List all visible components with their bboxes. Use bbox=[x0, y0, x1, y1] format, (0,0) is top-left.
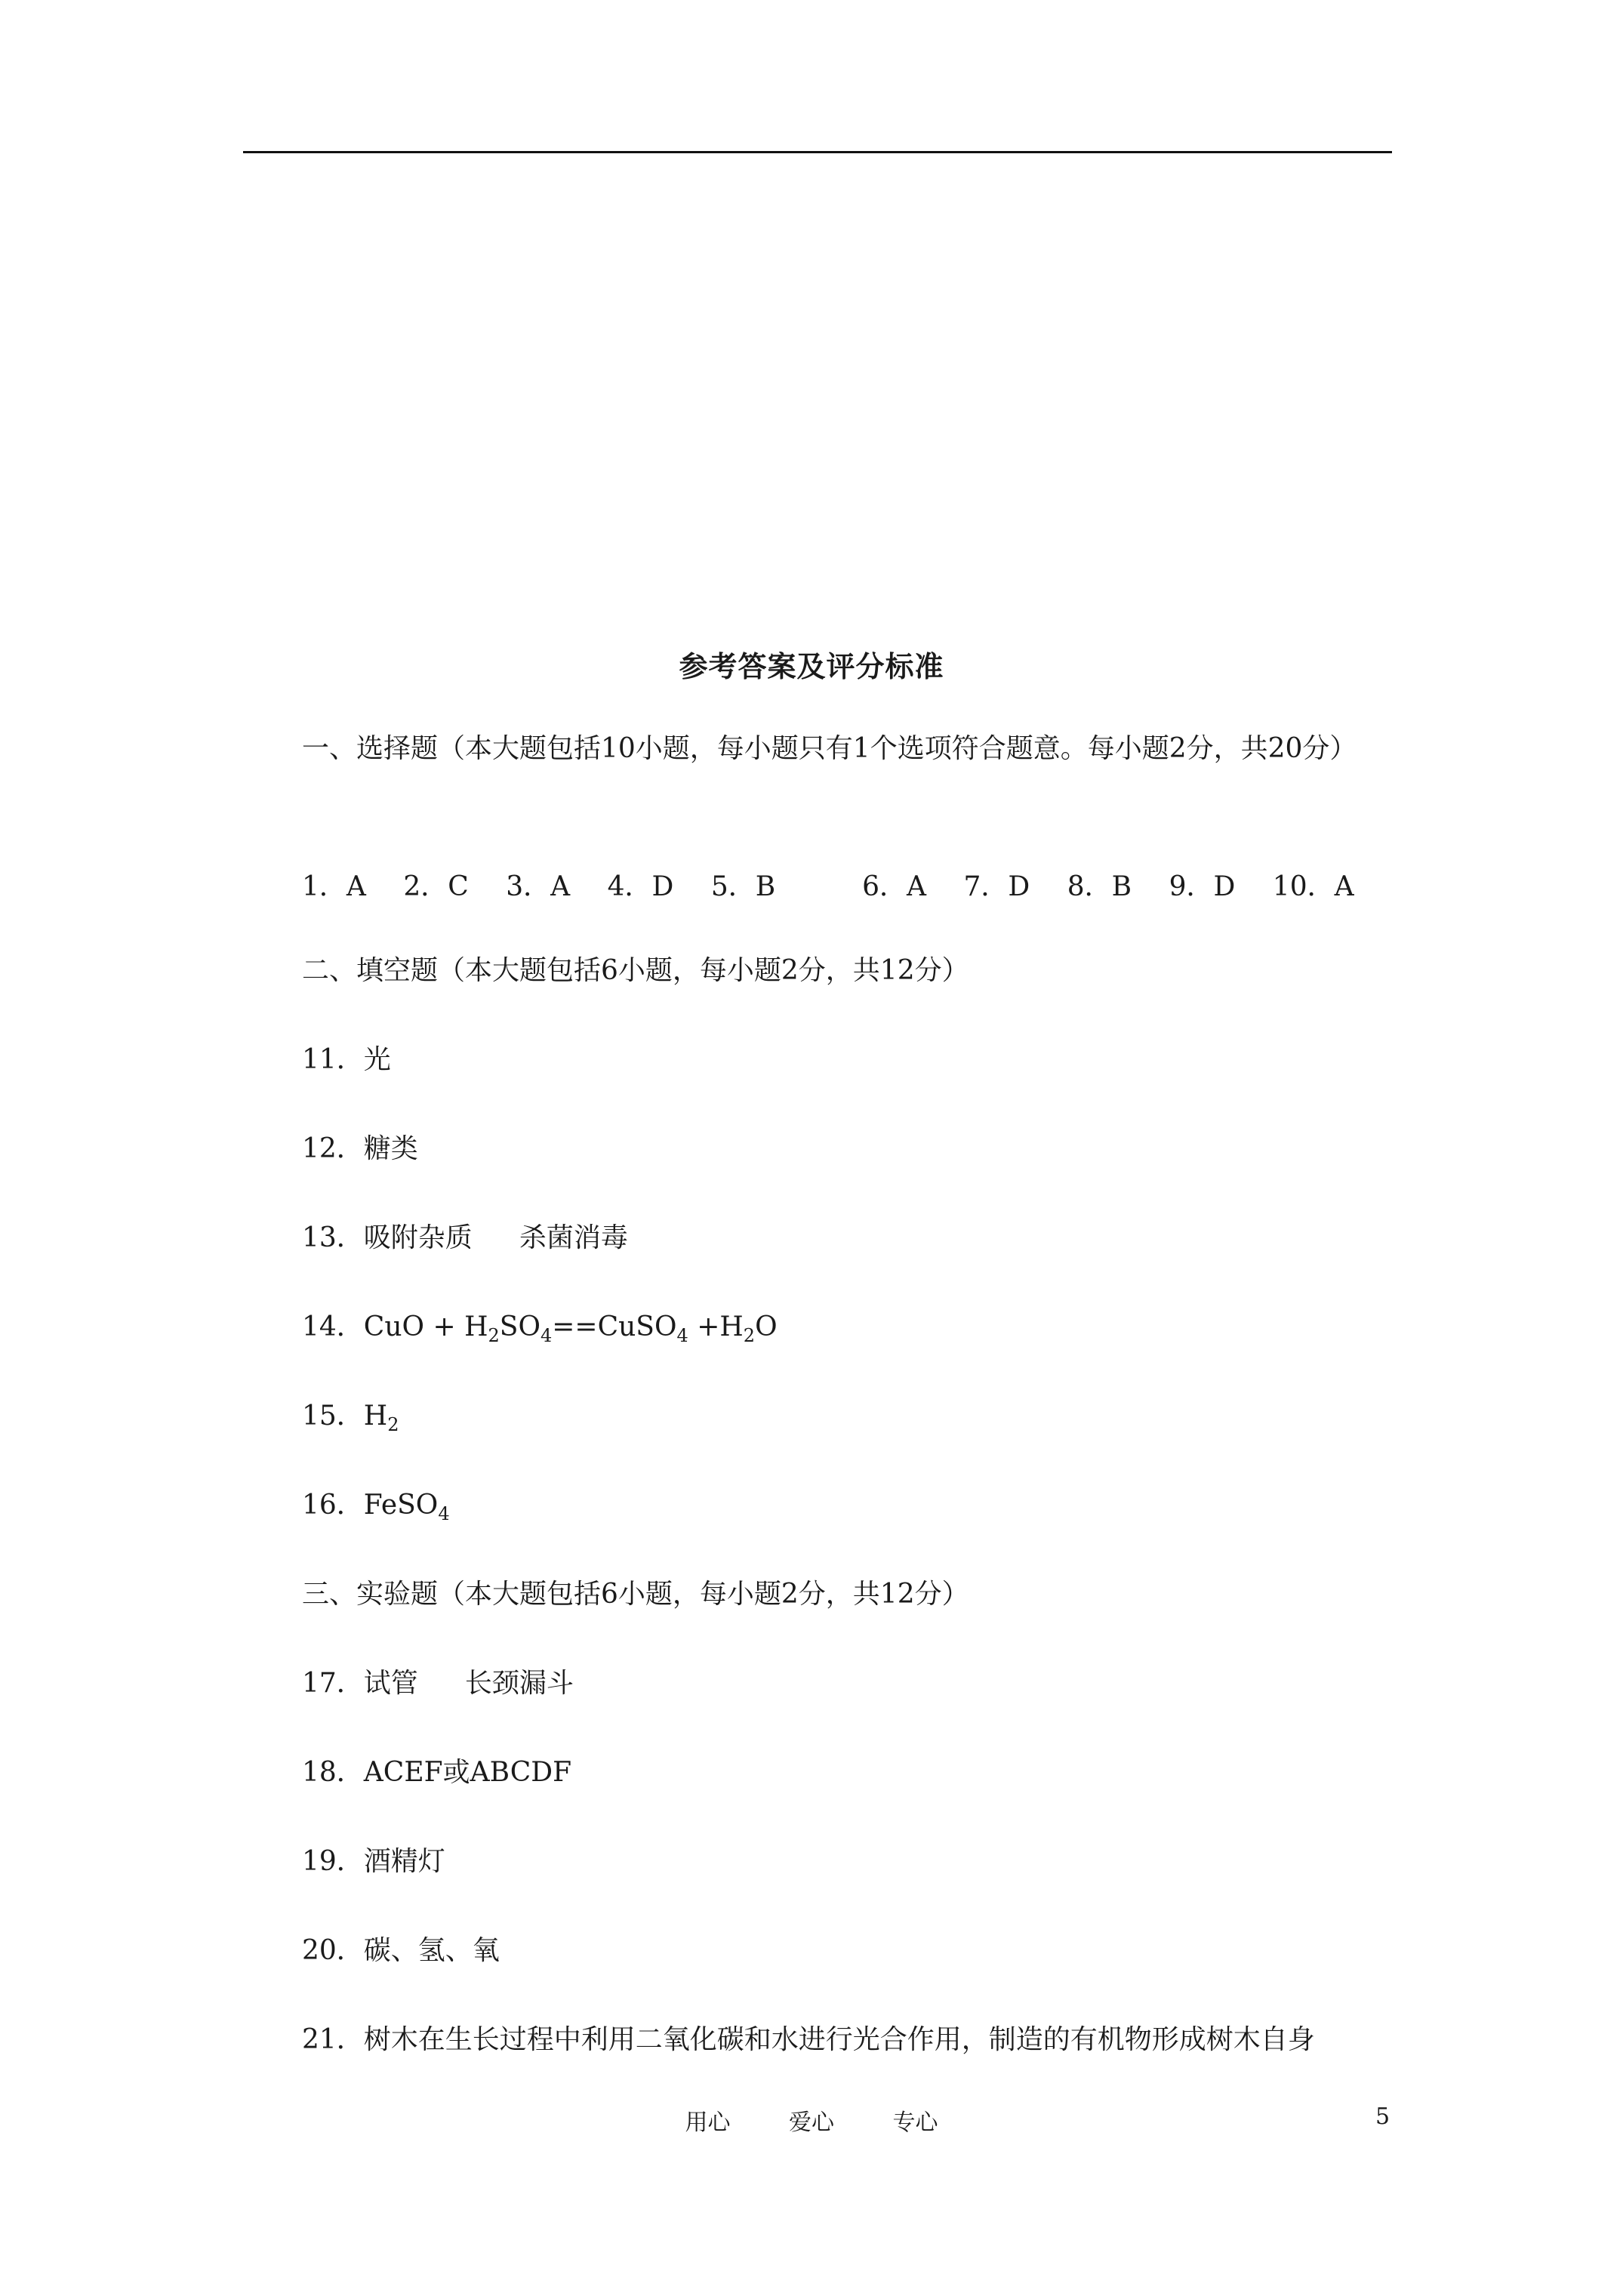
answer-21: 21．树木在生长过程中利用二氧化碳和水进行光合作用，制造的有机物形成树木自身 bbox=[302, 2024, 1315, 2055]
page-title: 参考答案及评分标准 bbox=[679, 649, 944, 683]
answer-1: 1．A bbox=[302, 871, 366, 902]
footer-item: 专心 bbox=[892, 2110, 938, 2136]
subscript: 2 bbox=[743, 1325, 756, 1346]
section1-heading: 一、选择题（本大题包括10小题，每小题只有1个选项符合题意。每小题2分，共20分） bbox=[302, 733, 1357, 764]
header-rule bbox=[243, 151, 1392, 153]
answer-12: 12．糖类 bbox=[302, 1133, 418, 1164]
answer-6: 6．A bbox=[862, 871, 927, 902]
answer-11: 11．光 bbox=[302, 1044, 391, 1075]
answer-16-text: 16．FeSO bbox=[302, 1490, 439, 1521]
subscript: 4 bbox=[540, 1325, 553, 1346]
answer-4: 4．D bbox=[607, 871, 674, 902]
section2-heading: 二、填空题（本大题包括6小题，每小题2分，共12分） bbox=[302, 955, 969, 986]
answer-20: 20．碳、氢、氧 bbox=[302, 1935, 500, 1966]
answer-13-part1: 13．吸附杂质 bbox=[302, 1222, 473, 1253]
section3-heading: 三、实验题（本大题包括6小题，每小题2分，共12分） bbox=[302, 1579, 969, 1610]
answer-7: 7．D bbox=[963, 871, 1030, 902]
section1-answers bbox=[302, 865, 1383, 904]
page-number: 5 bbox=[1375, 2103, 1390, 2130]
answer-17-part2: 长颈漏斗 bbox=[464, 1668, 574, 1699]
answer-13-part2: 杀菌消毒 bbox=[519, 1222, 628, 1253]
answer-9: 9．D bbox=[1169, 871, 1236, 902]
answer-14-text: O bbox=[755, 1311, 778, 1342]
answer-10: 10．A bbox=[1272, 871, 1354, 902]
answer-14 bbox=[302, 1311, 778, 1352]
answer-8: 8．B bbox=[1067, 871, 1132, 902]
answer-19: 19．酒精灯 bbox=[302, 1846, 445, 1877]
answer-14-text: ==CuSO bbox=[552, 1311, 677, 1342]
subscript: 4 bbox=[676, 1325, 688, 1346]
answer-3: 3．A bbox=[506, 871, 571, 902]
footer-item: 用心 bbox=[685, 2110, 731, 2136]
answer-15 bbox=[302, 1400, 399, 1441]
answer-17 bbox=[302, 1667, 574, 1700]
answer-18: 18．ACEF或ABCDF bbox=[302, 1757, 572, 1788]
answer-14-text: +H bbox=[688, 1311, 744, 1342]
answer-13 bbox=[302, 1222, 628, 1255]
answer-17-part1: 17．试管 bbox=[302, 1668, 418, 1699]
answer-14-text: SO bbox=[499, 1311, 540, 1342]
answer-5: 5．B bbox=[710, 871, 776, 902]
subscript: 2 bbox=[387, 1414, 399, 1435]
answer-16 bbox=[302, 1489, 450, 1530]
answer-2: 2．C bbox=[403, 871, 469, 902]
answer-14-text: 14．CuO + H bbox=[302, 1311, 488, 1342]
footer-item: 爱心 bbox=[789, 2110, 834, 2136]
answer-15-text: 15．H bbox=[302, 1401, 388, 1432]
subscript: 2 bbox=[488, 1325, 500, 1346]
subscript: 4 bbox=[438, 1503, 450, 1524]
